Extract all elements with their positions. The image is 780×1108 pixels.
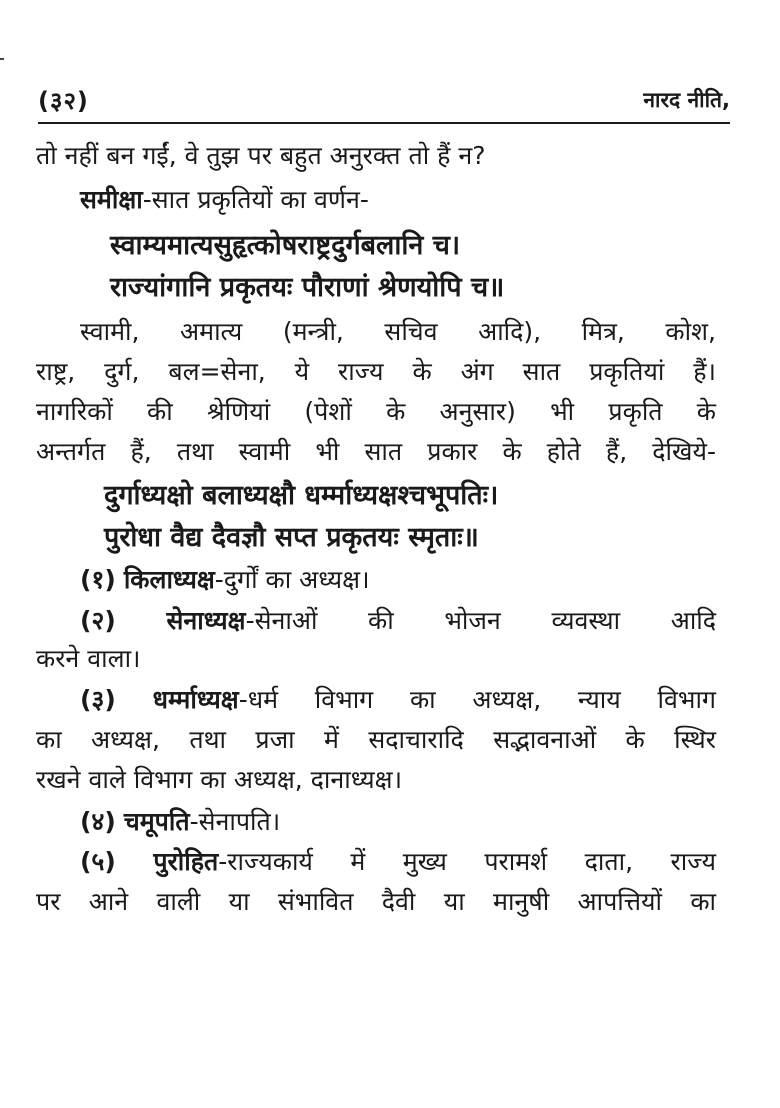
item-3-line-3: रखने वाले विभाग का अध्यक्ष, दानाध्यक्ष। <box>36 765 403 794</box>
text-line-1: तो नहीं बन गईं, वे तुझ पर बहुत अनुरक्त तो हैं न? <box>36 141 486 170</box>
item-3-line-2: का अध्यक्ष, तथा प्रजा में सदाचारादि सद्भावनाओं के स्थिर <box>36 725 716 754</box>
item-number: (१) <box>80 565 116 594</box>
text-line-2 <box>80 182 369 218</box>
running-title: नारद नीति, <box>643 88 730 112</box>
item-number: (२) <box>80 606 116 635</box>
verse-1-line-2: राज्यांगानि प्रकृतयः पौराणां श्रेणयोपि च॥ <box>110 272 505 303</box>
para-1-line-4: अन्तर्गत हैं, तथा स्वामी भी सात प्रकार के होते हैं, देखिये- <box>36 437 716 466</box>
para-1-line-3: नागरिकों की श्रेणियां (पेशों के अनुसार) भी प्रकृति के <box>36 397 716 426</box>
item-4 <box>80 804 280 840</box>
item-2-line-2: करने वाला। <box>36 644 141 673</box>
page-edge-mark <box>0 58 4 60</box>
item-5-line-2: पर आने वाली या संभावित दैवी या मानुषी आपत्तियों का <box>36 887 716 916</box>
term-chamupati: चमूपति <box>123 807 190 836</box>
page-header <box>38 84 730 118</box>
verse-2-line-2: पुरोधा वैद्य दैवज्ञौ सप्त प्रकृतयः स्मृताः॥ <box>104 522 479 553</box>
text-fragment: -सेनापति। <box>189 807 281 836</box>
item-3 <box>80 682 716 718</box>
term-senadhyaksha: सेनाध्यक्ष <box>166 606 246 635</box>
text-fragment: -सात प्रकृतियों का वर्णन- <box>142 185 369 214</box>
text-fragment: -दुर्गों का अध्यक्ष। <box>214 565 370 594</box>
verse-1-line-1: स्वाम्यमात्यसुहृत्कोषराष्ट्रदुर्गबलानि च। <box>110 230 461 261</box>
header-rule <box>38 122 730 124</box>
text-fragment: -राज्यकार्य में मुख्य परामर्श दाता, राज्य <box>218 847 717 876</box>
item-5 <box>80 844 716 880</box>
verse-2-line-1: दुर्गाध्यक्षो बलाध्यक्षौ धर्म्माध्यक्षश्चभूपतिः। <box>104 480 499 511</box>
term-purohit: पुरोहित <box>153 847 219 876</box>
item-number: (४) <box>80 807 116 836</box>
para-1-line-2: राष्ट्र, दुर्ग, बल=सेना, ये राज्य के अंग सात प्रकृतियां हैं। <box>36 357 716 386</box>
item-number: (३) <box>80 685 116 714</box>
page-number: (३२) <box>38 87 89 115</box>
term-dharmadhyaksha: धर्म्माध्यक्ष <box>152 685 239 714</box>
term-samiksha: समीक्षा <box>80 185 143 214</box>
term-kiladhyaksha: किलाध्यक्ष <box>123 565 215 594</box>
text-fragment: -धर्म विभाग का अध्यक्ष, न्याय विभाग <box>238 685 716 714</box>
item-2 <box>80 603 716 639</box>
item-number: (५) <box>80 847 116 876</box>
text-fragment: -सेनाओं की भोजन व्यवस्था आदि <box>245 606 716 635</box>
para-1-line-1: स्वामी, अमात्य (मन्त्री, सचिव आदि), मित्र, कोश, <box>80 317 716 346</box>
item-1 <box>80 562 370 598</box>
